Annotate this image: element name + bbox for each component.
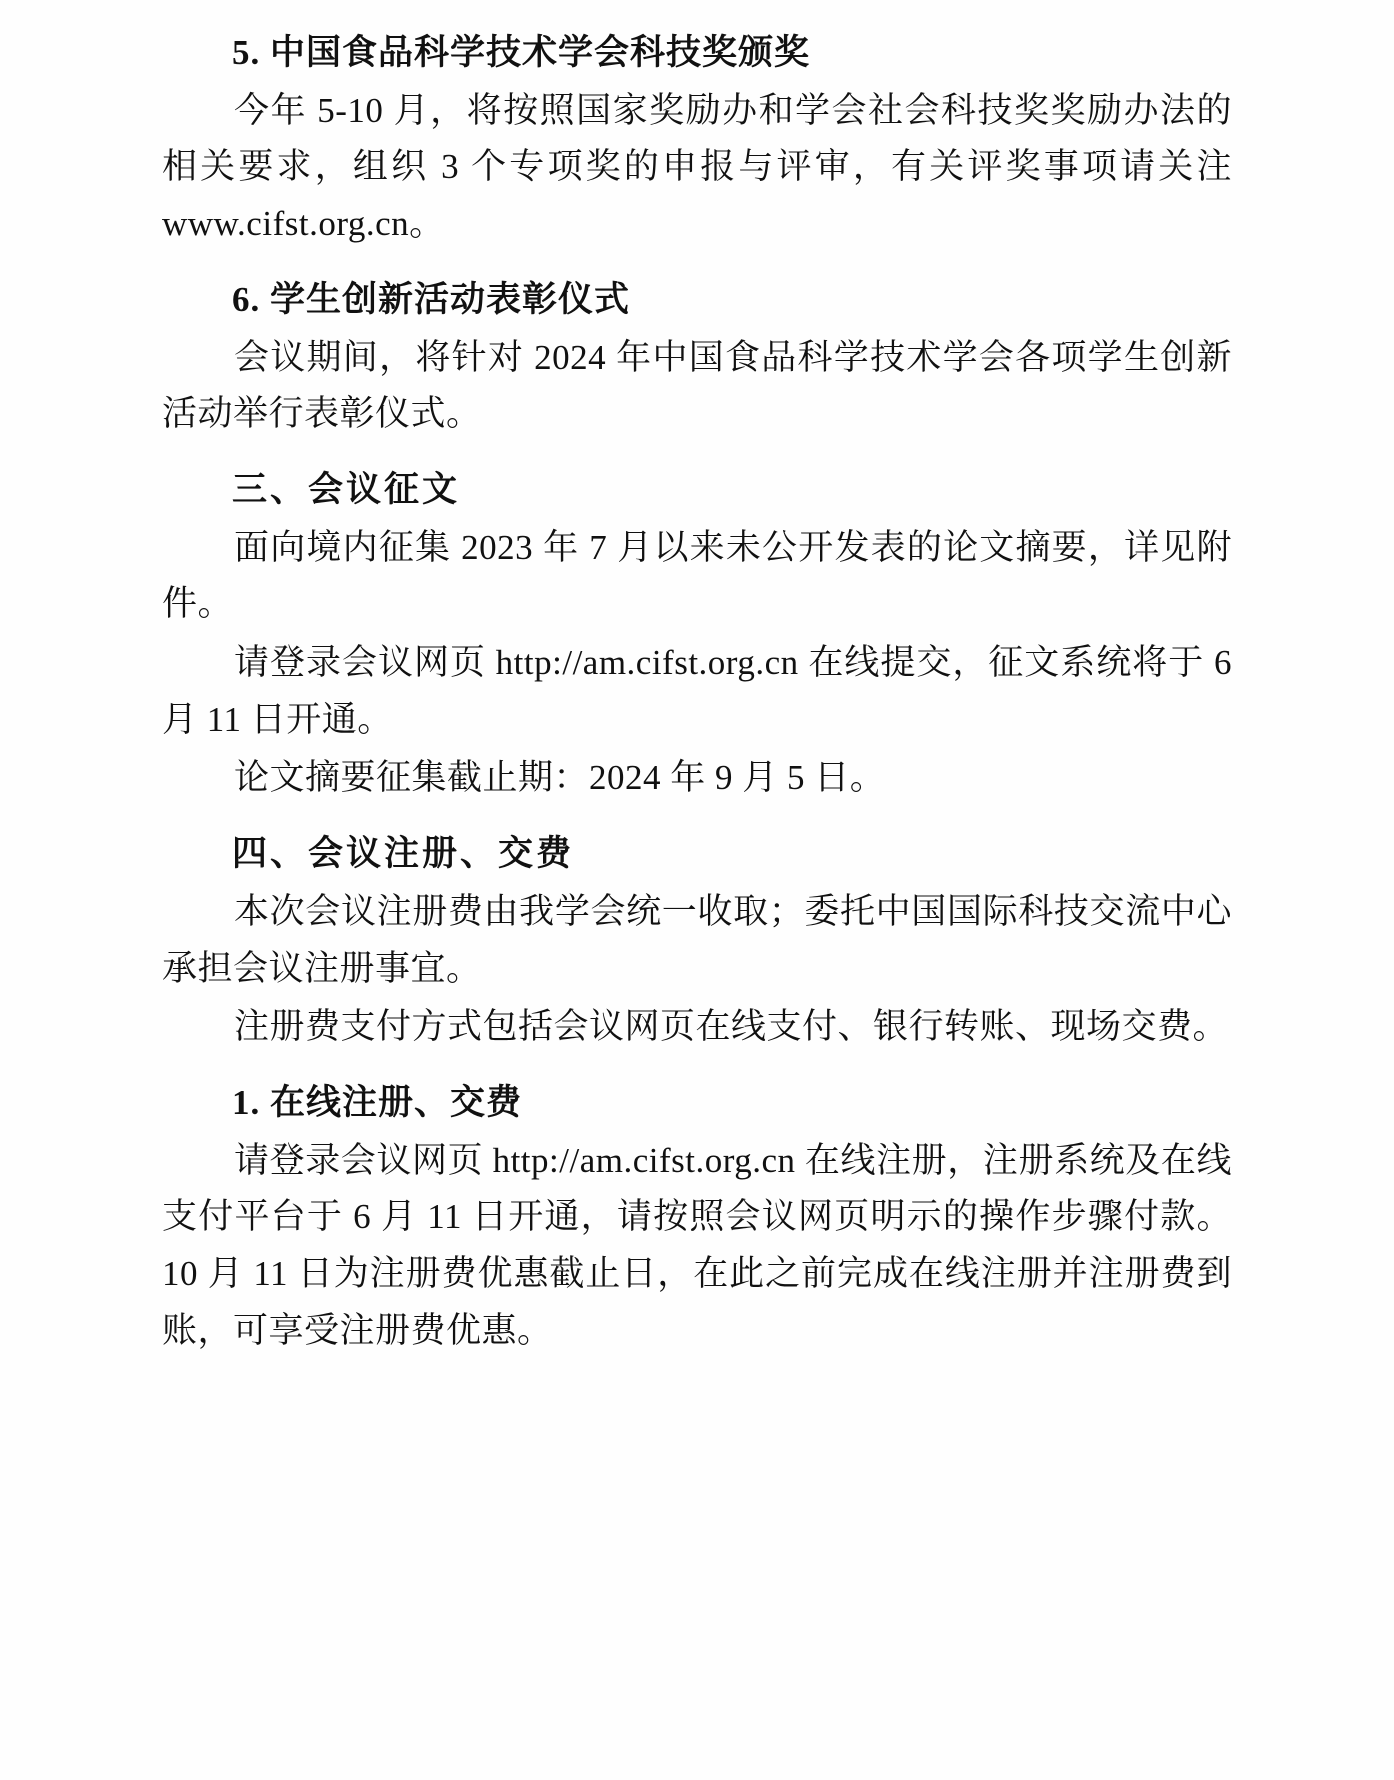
section-four-paragraph-1: 本次会议注册费由我学会统一收取；委托中国国际科技交流中心承担会议注册事宜。 <box>162 891 1232 988</box>
section-three-paragraph-2: 请登录会议网页 http://am.cifst.org.cn 在线提交，征文系统将于 6 月 11 日开通。 <box>162 643 1232 739</box>
section-6-paragraph-1: 会议期间，将针对 2024 年中国食品科学技术学会各项学生创新活动举行表彰仪式。 <box>162 337 1232 434</box>
section-three-paragraph-1: 面向境内征集 2023 年 7 月以来未公开发表的论文摘要，详见附件。 <box>162 527 1232 624</box>
section-heading-6: 6. 学生创新活动表彰仪式 <box>232 279 631 319</box>
section-three-paragraph-3: 论文摘要征集截止期：2024 年 9 月 5 日。 <box>234 758 886 798</box>
section-heading-four: 四、会议注册、交费 <box>232 834 575 874</box>
spacer <box>162 255 1232 265</box>
section-4-1-paragraph-1: 请登录会议网页 http://am.cifst.org.cn 在线注册，注册系统及在线支付平台于 6 月 11 日开通，请按照会议网页明示的操作步骤付款。10 月 11 日为注册费优惠截止日，在此之前完成在线注册并注册费到账，可享受注册费优惠。 <box>162 1140 1232 1350</box>
section-four-paragraph-2: 注册费支付方式包括会议网页在线支付、银行转账、现场交费。 <box>234 1007 1229 1047</box>
section-heading-5: 5. 中国食品科学技术学会科技奖颁奖 <box>232 33 811 72</box>
section-heading-three: 三、会议征文 <box>232 469 461 509</box>
spacer <box>162 809 1232 819</box>
spacer <box>162 1058 1232 1068</box>
section-5-paragraph-1: 今年 5-10 月，将按照国家奖励办和学会社会科技奖奖励办法的相关要求，组织 3 个专项奖的申报与评审，有关评奖事项请关注 www.cifst.org.cn。 <box>162 90 1232 244</box>
spacer <box>162 445 1232 455</box>
section-heading-4-1: 1. 在线注册、交费 <box>232 1082 523 1122</box>
document-body <box>162 28 1232 1359</box>
